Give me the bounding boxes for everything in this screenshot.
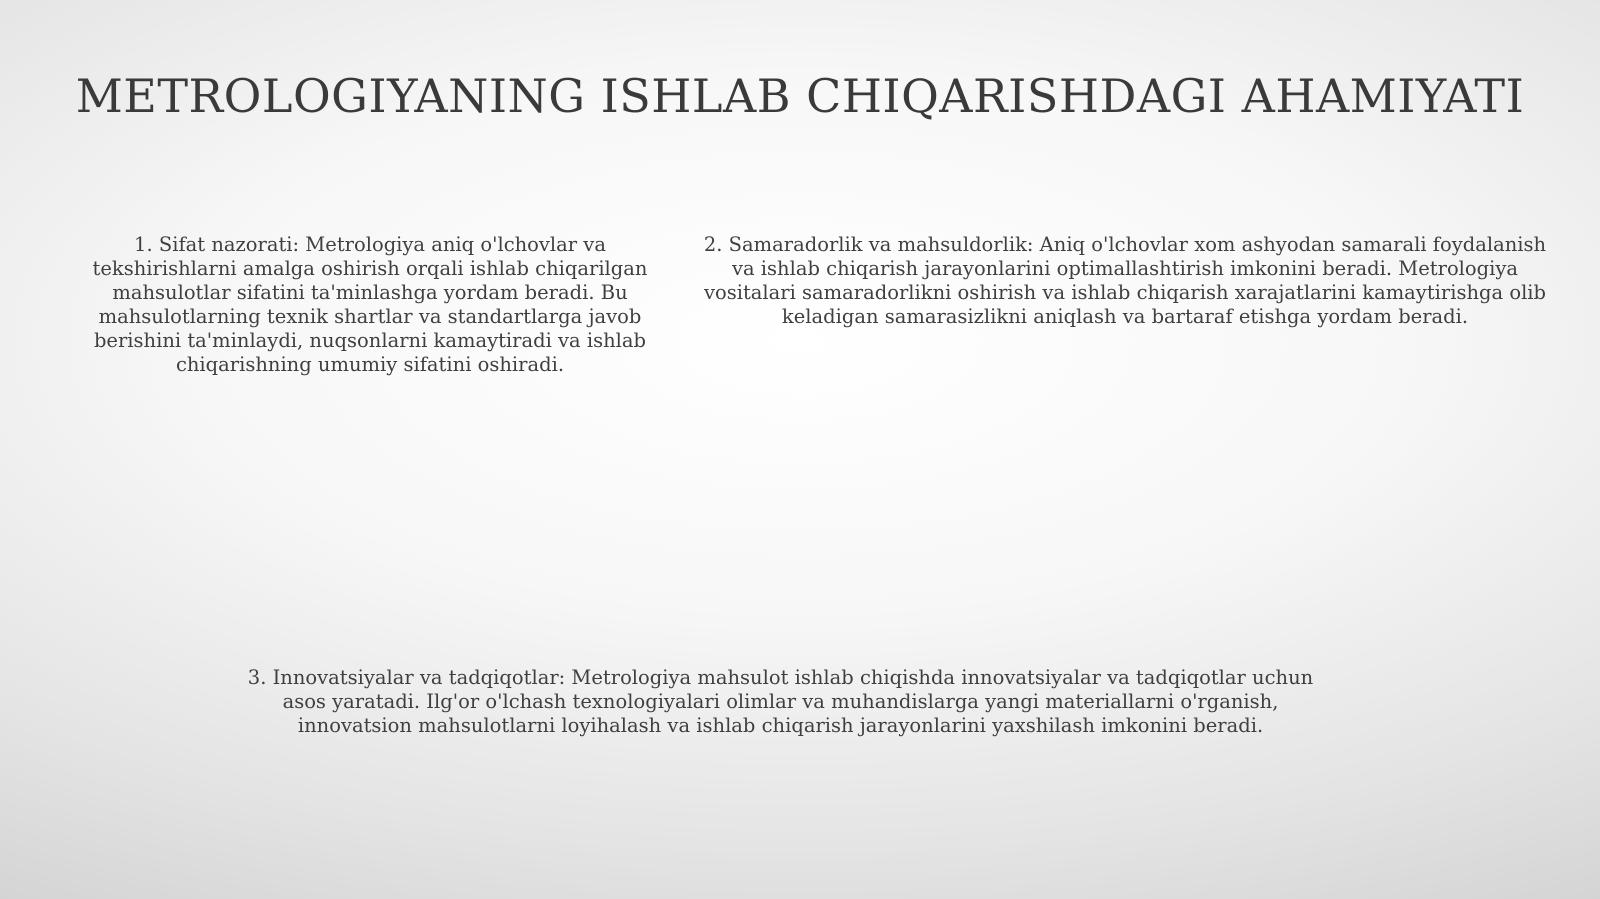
- slide-title: METROLOGIYANING ISHLAB CHIQARISHDAGI AHAMIYATI: [75, 69, 1525, 123]
- point-efficiency: 2. Samaradorlik va mahsuldorlik: Aniq o'lchovlar xom ashyodan samarali foydalanish va ishlab chiqarish jarayonlarini optimallashtirish imkonini beradi. Metrologiya vositalari samaradorlikni oshirish va ishlab chiqarish xarajatlarini kamaytirishga olib keladigan samarasizlikni aniqlash va bartaraf etishga yordam beradi.: [703, 233, 1547, 328]
- point-innovation: 3. Innovatsiyalar va tadqiqotlar: Metrologiya mahsulot ishlab chiqishda innovatsiyalar va tadqiqotlar uchun asos yaratadi. Ilg'or o'lchash texnologiyalari olimlar va muhandislarga yangi materiallarni o'rganish, innovatsion mahsulotlarni loyihalash va ishlab chiqarish jarayonlarini yaxshilash imkonini beradi.: [247, 666, 1314, 737]
- point-quality-control: 1. Sifat nazorati: Metrologiya aniq o'lchovlar va tekshirishlarni amalga oshirish orqali ishlab chiqarilgan mahsulotlar sifatini ta'minlashga yordam beradi. Bu mahsulotlarning texnik shartlar va standartlarga javob berishini ta'minlaydi, nuqsonlarni kamaytiradi va ishlab chiqarishning umumiy sifatini oshiradi.: [92, 233, 648, 376]
